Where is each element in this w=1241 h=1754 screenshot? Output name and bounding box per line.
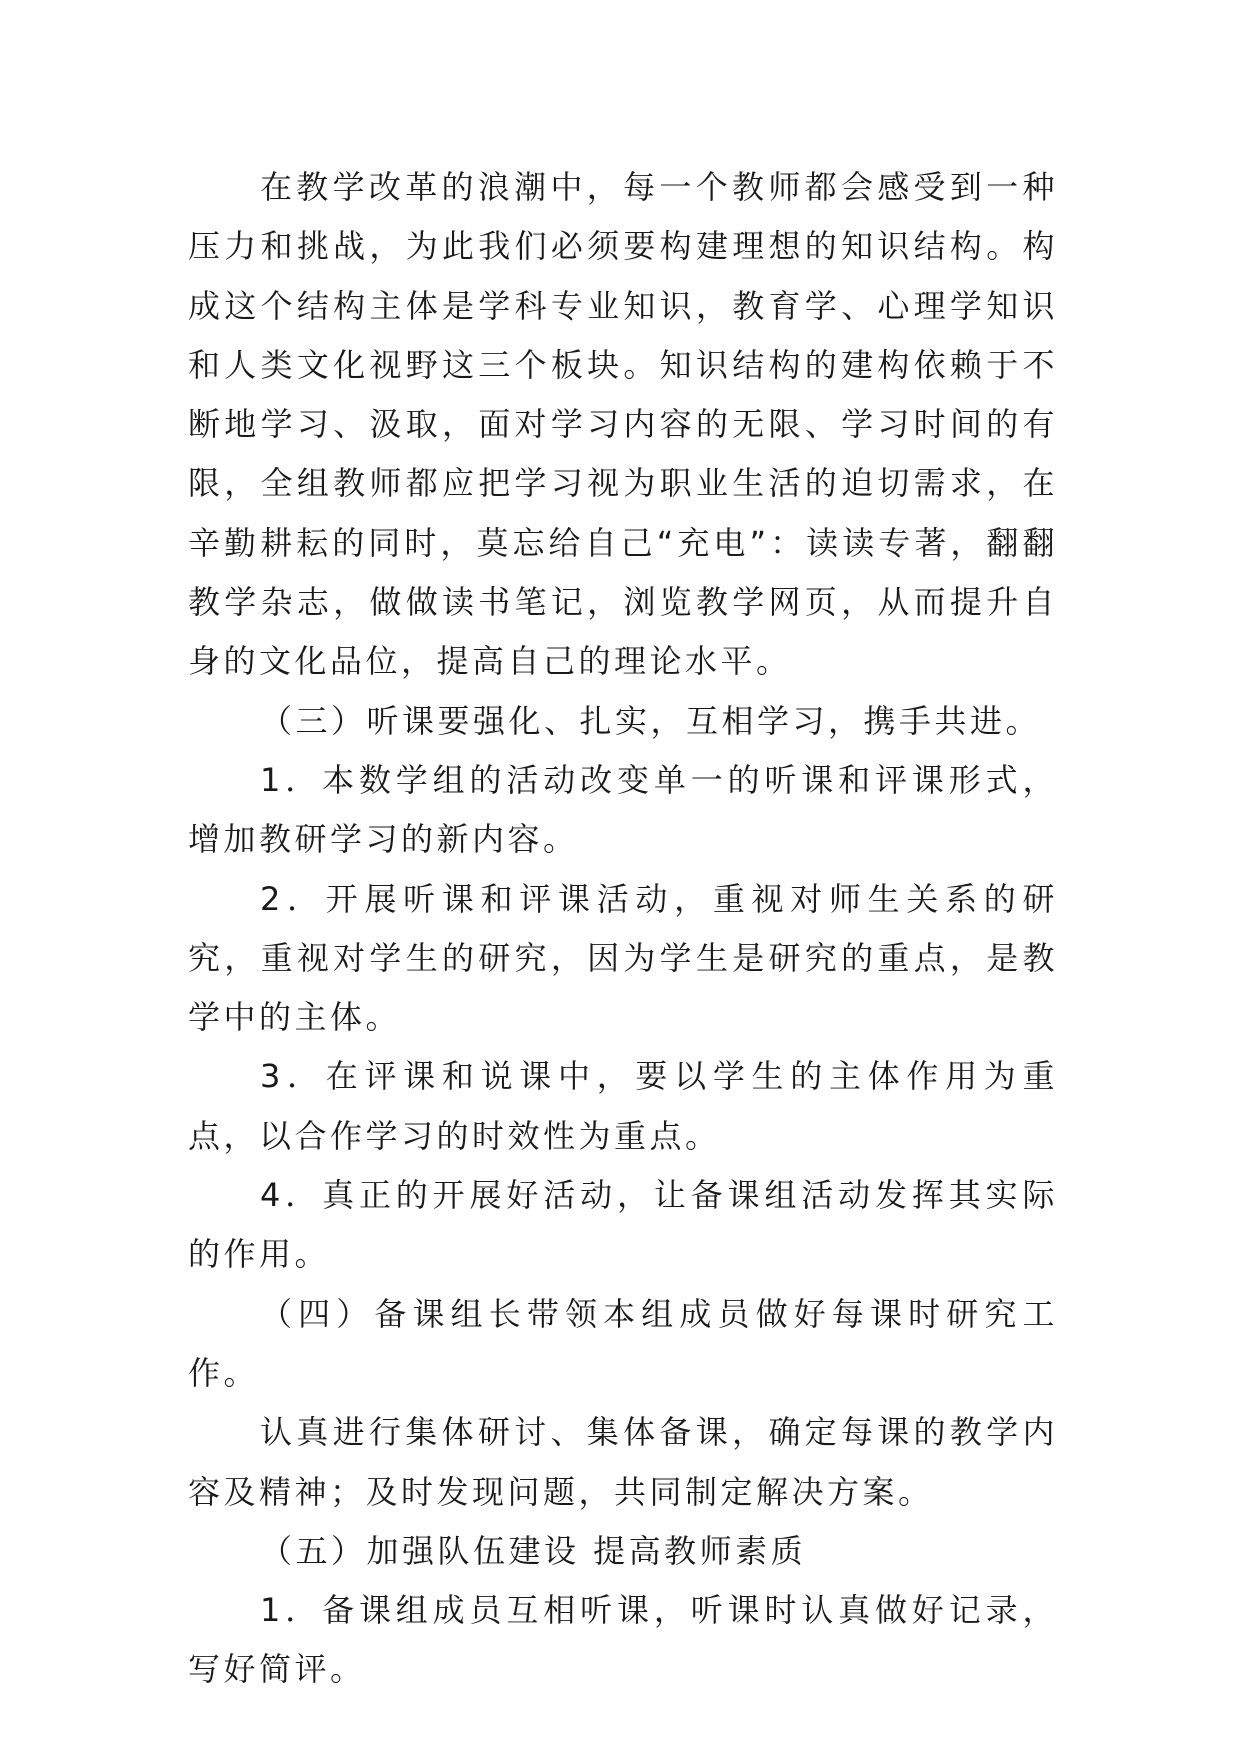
list-item-peer-observation: 1．备课组成员互相听课，听课时认真做好记录，写好简评。 (188, 1591, 1058, 1689)
list-item-1: 1．本数学组的活动改变单一的听课和评课形式，增加教研学习的新内容。 (188, 760, 1058, 859)
list-item-3: 3．在评课和说课中，要以学生的主体作用为重点，以合作学习的时效性为重点。 (188, 1057, 1058, 1155)
heading-section-four: （四）备课组长带领本组成员做好每课时研究工作。 (188, 1294, 1058, 1392)
heading-section-three: （三）听课要强化、扎实，互相学习，携手共进。 (260, 701, 1042, 740)
paragraph-collective-preparation: 认真进行集体研讨、集体备课，确定每课的教学内容及精神；及时发现问题，共同制定解决方案。 (188, 1413, 1058, 1511)
list-item-4: 4．真正的开展好活动，让备课组活动发挥其实际的作用。 (188, 1176, 1058, 1274)
heading-section-five: （五）加强队伍建设 提高教师素质 (260, 1531, 807, 1570)
paragraph-knowledge-structure: 在教学改革的浪潮中，每一个教师都会感受到一种压力和挑战，为此我们必须要构建理想的知识结构。构成这个结构主体是学科专业知识，教育学、心理学知识和人类文化视野这三个板块。知识结构的建构依赖于不断地学习、汲取，面对学习内容的无限、学习时间的有限，全组教师都应把学习视为职业生活的迫切需求，在辛勤耕耘的同时，莫忘给自己“充电”：读读专著，翻翻教学杂志，做做读书笔记，浏览教学网页，从而提升自身的文化品位，提高自己的理论水平。 (188, 168, 1058, 681)
list-item-2: 2．开展听课和评课活动，重视对师生关系的研究，重视对学生的研究，因为学生是研究的重点，是教学中的主体。 (188, 879, 1058, 1037)
document-body (188, 158, 1058, 1700)
